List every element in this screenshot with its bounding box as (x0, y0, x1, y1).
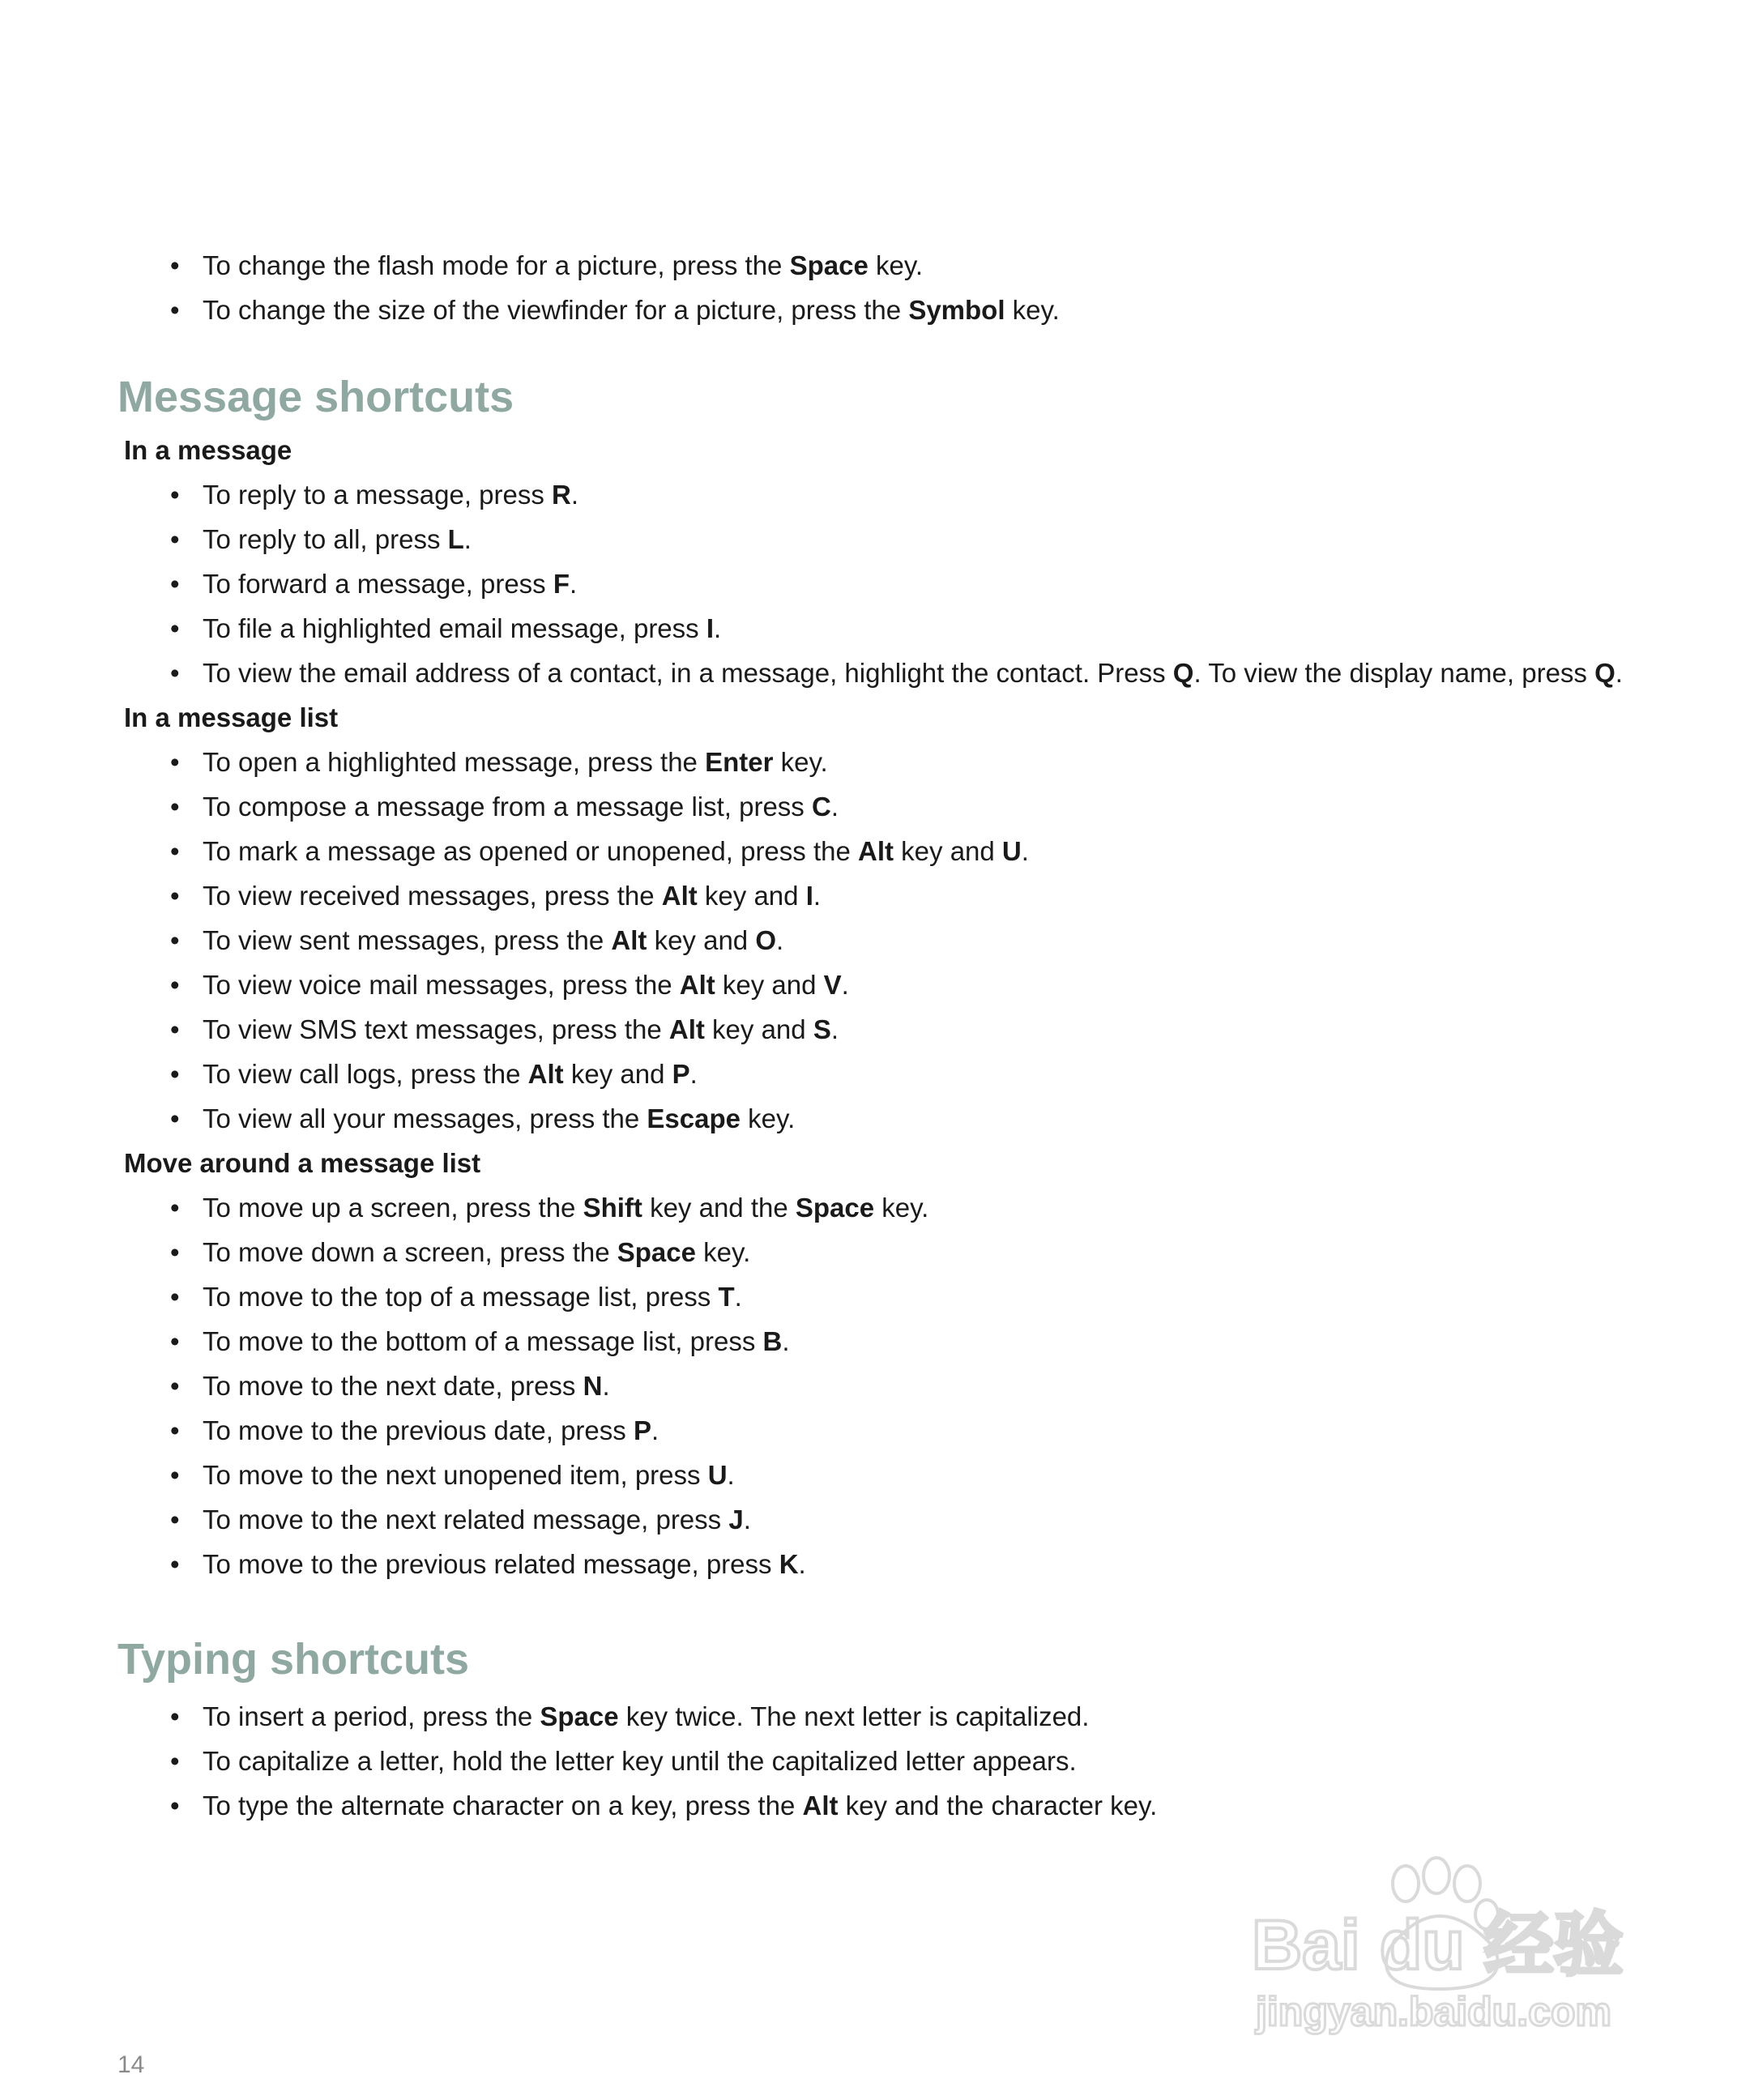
bullet-icon: • (170, 524, 180, 554)
item-text: To view sent messages, press the (203, 925, 612, 955)
item-text: . (776, 925, 784, 955)
item-text: . (813, 881, 822, 911)
item-text: To file a highlighted email message, press (203, 613, 706, 643)
bullet-icon: • (170, 1103, 180, 1133)
bullet-icon: • (170, 1791, 180, 1820)
bullet-icon: • (170, 1460, 180, 1490)
item-text: To move to the next date, press (203, 1371, 583, 1401)
list-item (170, 1739, 1657, 1783)
baidu-watermark-logo (1252, 1851, 1673, 2038)
item-text: key. (1005, 295, 1060, 325)
item-text: . (734, 1282, 742, 1312)
key-name: J (728, 1505, 744, 1534)
key-name: Alt (611, 925, 647, 955)
key-name: N (583, 1371, 603, 1401)
list-item (170, 784, 1657, 829)
key-name: Space (540, 1701, 619, 1731)
item-text: To move to the bottom of a message list, press (203, 1326, 763, 1356)
key-name: Alt (802, 1791, 839, 1820)
list-item (170, 1185, 1657, 1230)
item-text: . (570, 480, 579, 510)
item-text: To reply to all, press (203, 524, 448, 554)
watermark-brand: Bai du 经验 (1252, 1906, 1624, 1984)
item-text: To move to the previous date, press (203, 1415, 634, 1445)
page-number: 14 (117, 2051, 145, 2078)
item-text: To forward a message, press (203, 569, 553, 599)
message-list-shortcut-list (117, 740, 1657, 1141)
key-name: L (447, 524, 464, 554)
key-name: R (552, 480, 571, 510)
move-around-subheading: Move around a message list (124, 1148, 481, 1178)
list-item (170, 1783, 1657, 1828)
bullet-icon: • (170, 480, 180, 510)
list-item (170, 1052, 1657, 1096)
item-text: key and (704, 1014, 813, 1044)
item-text: To view SMS text messages, press the (203, 1014, 669, 1044)
key-name: V (823, 970, 842, 1000)
bullet-icon: • (170, 250, 180, 280)
key-name: U (1001, 836, 1022, 866)
list-item (170, 1319, 1657, 1364)
list-item (170, 873, 1657, 918)
item-text: . (463, 524, 472, 554)
list-item (170, 1408, 1657, 1453)
key-name: Alt (679, 970, 715, 1000)
item-text: . (602, 1371, 610, 1401)
item-text: . (651, 1415, 659, 1445)
item-text: . (727, 1460, 735, 1490)
item-text: To move up a screen, press the (203, 1193, 583, 1223)
item-text: To type the alternate character on a key, press the (203, 1791, 803, 1820)
in-message-list-subheading: In a message list (124, 702, 339, 732)
page-content (117, 243, 1657, 1828)
item-text: key and the (642, 1193, 796, 1223)
bullet-icon: • (170, 658, 180, 688)
key-name: U (707, 1460, 728, 1490)
move-around-list (117, 1185, 1657, 1586)
watermark-url: jingyan.baidu.com (1256, 1989, 1611, 2034)
item-text: To move to the next unopened item, press (203, 1460, 708, 1490)
list-item (170, 1542, 1657, 1586)
item-text: key and (697, 881, 806, 911)
list-item (170, 1694, 1657, 1739)
key-name: T (718, 1282, 735, 1312)
key-name: P (633, 1415, 651, 1445)
key-name: P (672, 1059, 690, 1089)
item-text: key twice. The next letter is capitalized. (618, 1701, 1090, 1731)
item-text: . (743, 1505, 751, 1534)
list-item (170, 918, 1657, 962)
item-text: key and (715, 970, 824, 1000)
key-name: Space (617, 1237, 696, 1267)
list-item (170, 606, 1657, 651)
list-item (170, 1497, 1657, 1542)
bullet-icon: • (170, 1326, 180, 1356)
key-name: Alt (668, 1014, 705, 1044)
key-name: C (811, 792, 831, 822)
bullet-icon: • (170, 925, 180, 955)
item-text: To insert a period, press the (203, 1701, 540, 1731)
bullet-icon: • (170, 1701, 180, 1731)
item-text: . (830, 1014, 839, 1044)
key-name: S (813, 1014, 831, 1044)
item-text: . (714, 613, 722, 643)
item-text: key. (696, 1237, 751, 1267)
item-text: key. (868, 250, 924, 280)
message-shortcuts-heading: Message shortcuts (117, 373, 514, 421)
list-item (170, 829, 1657, 873)
bullet-icon: • (170, 1059, 180, 1089)
item-text: key. (874, 1193, 929, 1223)
bullet-icon: • (170, 747, 180, 777)
item-text: . (570, 569, 578, 599)
key-name: F (553, 569, 570, 599)
in-message-subheading: In a message (124, 435, 292, 465)
key-name: Space (789, 250, 869, 280)
typing-shortcut-list (117, 1694, 1657, 1828)
in-message-list (117, 472, 1657, 695)
key-name: O (755, 925, 776, 955)
bullet-icon: • (170, 1505, 180, 1534)
item-text: To view call logs, press the (203, 1059, 528, 1089)
item-text: To move to the top of a message list, press (203, 1282, 719, 1312)
camera-shortcut-list (117, 243, 1657, 332)
bullet-icon: • (170, 569, 180, 599)
bullet-icon: • (170, 295, 180, 325)
item-text: . To view the display name, press (1193, 658, 1595, 688)
bullet-icon: • (170, 613, 180, 643)
key-name: Q (1172, 658, 1194, 688)
list-item (170, 962, 1657, 1007)
item-text: . (1021, 836, 1029, 866)
key-name: I (805, 881, 813, 911)
bullet-icon: • (170, 792, 180, 822)
item-text: key and the character key. (838, 1791, 1158, 1820)
item-text: . (830, 792, 839, 822)
item-text: To move down a screen, press the (203, 1237, 617, 1267)
list-item (170, 1007, 1657, 1052)
list-item (170, 243, 1657, 288)
item-text: key. (741, 1103, 796, 1133)
list-item (170, 517, 1657, 561)
list-item (170, 288, 1657, 332)
item-text: To capitalize a letter, hold the letter key until the capitalized letter appears. (203, 1746, 1077, 1776)
bullet-icon: • (170, 1014, 180, 1044)
list-item (170, 561, 1657, 606)
list-item (170, 1453, 1657, 1497)
list-item (170, 472, 1657, 517)
bullet-icon: • (170, 1549, 180, 1579)
list-item (170, 1274, 1657, 1319)
item-text: To reply to a message, press (203, 480, 553, 510)
key-name: Alt (661, 881, 698, 911)
item-text: To change the flash mode for a picture, press the (203, 250, 790, 280)
item-text: To move to the previous related message, press (203, 1549, 779, 1579)
bullet-icon: • (170, 1193, 180, 1223)
bullet-icon: • (170, 836, 180, 866)
list-item (170, 1364, 1657, 1408)
typing-shortcuts-heading: Typing shortcuts (117, 1635, 470, 1684)
key-name: Alt (527, 1059, 564, 1089)
item-text: key. (773, 747, 828, 777)
item-text: . (782, 1326, 790, 1356)
item-text: . (689, 1059, 698, 1089)
key-name: I (706, 613, 714, 643)
bullet-icon: • (170, 881, 180, 911)
bullet-icon: • (170, 1282, 180, 1312)
item-text: key and (563, 1059, 672, 1089)
item-text: . (798, 1549, 806, 1579)
item-text: To view received messages, press the (203, 881, 662, 911)
key-name: B (762, 1326, 783, 1356)
list-item (170, 1230, 1657, 1274)
key-name: Q (1594, 658, 1616, 688)
key-name: Enter (705, 747, 774, 777)
item-text: To view the email address of a contact, in a message, highlight the contact. Press (203, 658, 1173, 688)
item-text: To move to the next related message, press (203, 1505, 729, 1534)
item-text: key and (647, 925, 756, 955)
item-text: To compose a message from a message list, press (203, 792, 812, 822)
item-text: . (1615, 658, 1623, 688)
bullet-icon: • (170, 1237, 180, 1267)
item-text: To change the size of the viewfinder for a picture, press the (203, 295, 909, 325)
item-text: . (841, 970, 849, 1000)
item-text: key and (894, 836, 1002, 866)
list-item (170, 1096, 1657, 1141)
bullet-icon: • (170, 970, 180, 1000)
bullet-icon: • (170, 1371, 180, 1401)
key-name: Space (795, 1193, 875, 1223)
key-name: Escape (647, 1103, 741, 1133)
item-text: To mark a message as opened or unopened, press the (203, 836, 858, 866)
list-item (170, 651, 1657, 695)
item-text: To view voice mail messages, press the (203, 970, 680, 1000)
bullet-icon: • (170, 1415, 180, 1445)
list-item (170, 740, 1657, 784)
key-name: Symbol (908, 295, 1005, 325)
key-name: Shift (583, 1193, 642, 1223)
item-text: To view all your messages, press the (203, 1103, 647, 1133)
key-name: K (779, 1549, 799, 1579)
item-text: To open a highlighted message, press the (203, 747, 706, 777)
key-name: Alt (858, 836, 894, 866)
bullet-icon: • (170, 1746, 180, 1776)
